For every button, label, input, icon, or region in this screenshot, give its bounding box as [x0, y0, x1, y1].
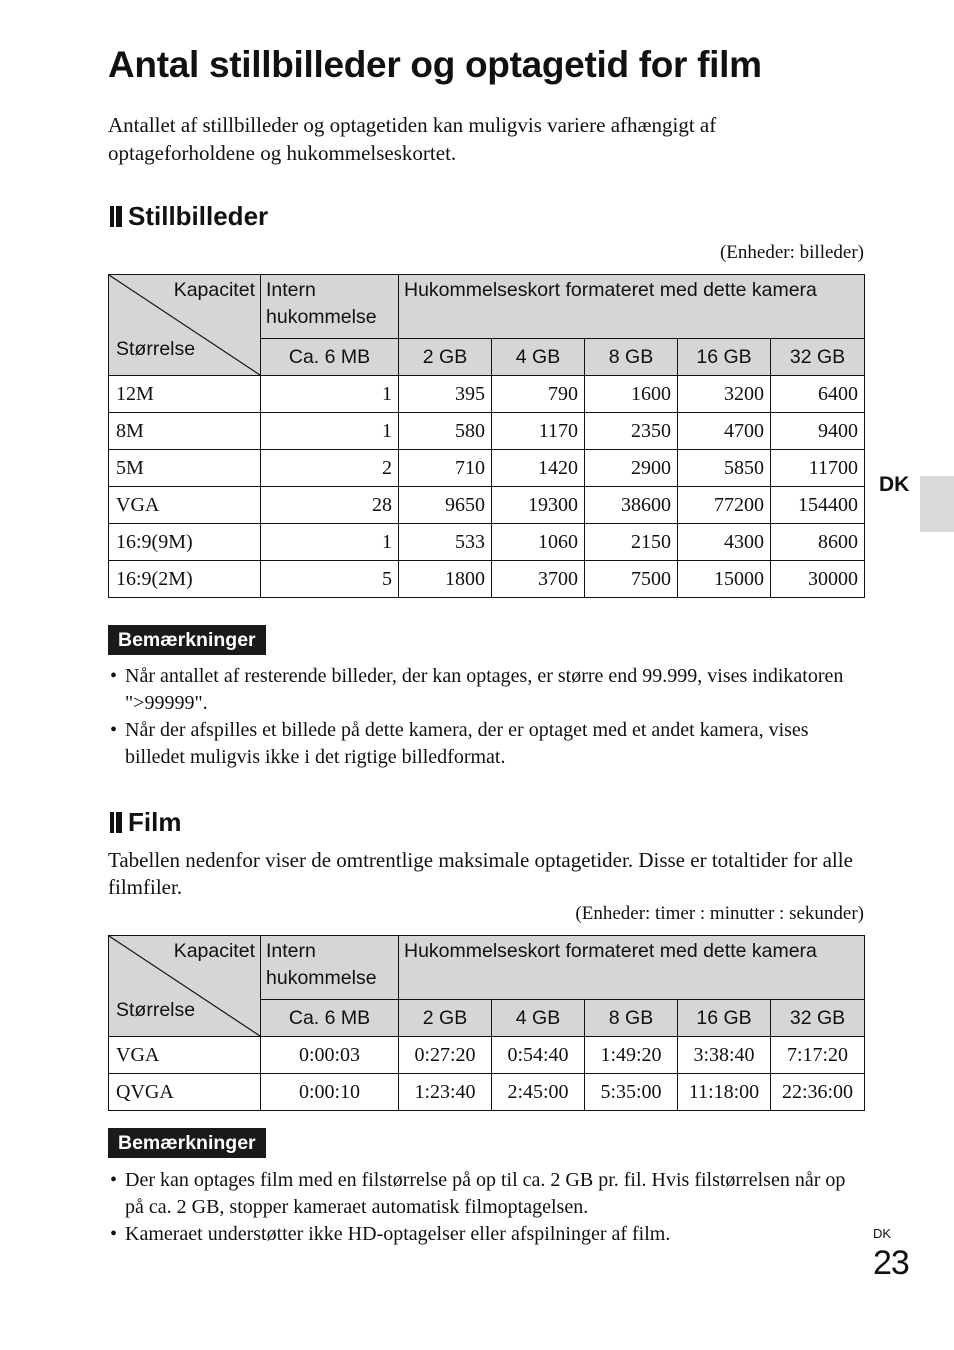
value-cell: 3200 — [678, 376, 771, 413]
value-cell: 4700 — [678, 413, 771, 450]
value-cell: 1800 — [399, 561, 492, 598]
stills-units: (Enheder: billeder) — [719, 242, 864, 263]
value-cell: 533 — [399, 524, 492, 561]
value-cell: 0:00:03 — [261, 1037, 399, 1074]
film-internal-capacity: Ca. 6 MB — [261, 1000, 399, 1037]
value-cell: 790 — [492, 376, 585, 413]
value-cell: 77200 — [678, 487, 771, 524]
film-notes-list — [108, 1167, 868, 1248]
value-cell: 3700 — [492, 561, 585, 598]
film-intro-paragraph: Tabellen nedenfor viser de omtrentlige maksimale optagetider. Disse er totaltider for alle filmfiler. — [108, 848, 853, 899]
table-row — [109, 1074, 865, 1111]
film-heading-text: Film — [128, 807, 182, 837]
table-row — [109, 1037, 865, 1074]
value-cell: 580 — [399, 413, 492, 450]
stills-notes-list — [108, 663, 868, 771]
list-item: • Der kan optages film med en filstørrelse på op til ca. 2 GB pr. fil. Hvis filstørrelsen når op på ca. 2 GB, stopper kameraet automatisk filmoptagelsen. — [108, 1167, 868, 1221]
section-marker-icon — [110, 206, 122, 227]
table-row — [109, 487, 865, 524]
list-item: • Når der afspilles et billede på dette kamera, der er optaget med et andet kamera, vises billedet muligvis ikke i det rigtige billedformat. — [108, 717, 868, 771]
stills-internal-header: Intern hukommelse — [261, 275, 399, 339]
film-card-header: Hukommelseskort formateret med dette kamera — [399, 936, 865, 1000]
film-internal-header: Intern hukommelse — [261, 936, 399, 1000]
size-cell: 5M — [109, 450, 261, 487]
value-cell: 11700 — [771, 450, 865, 487]
list-item: • Kameraet understøtter ikke HD-optagelser eller afspilninger af film. — [108, 1221, 868, 1248]
stills-card-capacity: 4 GB — [492, 339, 585, 376]
size-cell: 16:9(2M) — [109, 561, 261, 598]
stills-header-diagonal-cell — [109, 275, 261, 376]
stills-section-heading — [110, 201, 268, 232]
value-cell: 2350 — [585, 413, 678, 450]
table-row — [109, 561, 865, 598]
value-cell: 38600 — [585, 487, 678, 524]
value-cell: 0:27:20 — [399, 1037, 492, 1074]
table-row — [109, 376, 865, 413]
film-card-capacity: 4 GB — [492, 1000, 585, 1037]
value-cell: 30000 — [771, 561, 865, 598]
table-row — [109, 524, 865, 561]
page-number: 23 — [873, 1244, 909, 1282]
value-cell: 7:17:20 — [771, 1037, 865, 1074]
table-row — [109, 450, 865, 487]
value-cell: 1:49:20 — [585, 1037, 678, 1074]
table-row — [109, 413, 865, 450]
value-cell: 2900 — [585, 450, 678, 487]
film-card-capacity: 16 GB — [678, 1000, 771, 1037]
value-cell: 22:36:00 — [771, 1074, 865, 1111]
stills-notes-badge: Bemærkninger — [108, 625, 266, 655]
stills-card-capacity: 16 GB — [678, 339, 771, 376]
stills-table — [108, 274, 865, 598]
stills-card-capacity: 32 GB — [771, 339, 865, 376]
language-side-tab — [920, 476, 954, 532]
value-cell: 4300 — [678, 524, 771, 561]
stills-size-label: Størrelse — [116, 338, 196, 360]
film-notes-badge: Bemærkninger — [108, 1128, 266, 1158]
size-cell: 16:9(9M) — [109, 524, 261, 561]
value-cell: 2150 — [585, 524, 678, 561]
value-cell: 395 — [399, 376, 492, 413]
film-capacity-label: Kapacitet — [173, 940, 255, 962]
film-size-label: Størrelse — [116, 999, 196, 1021]
film-card-capacity: 2 GB — [399, 1000, 492, 1037]
value-cell: 1420 — [492, 450, 585, 487]
value-cell: 6400 — [771, 376, 865, 413]
value-cell: 1060 — [492, 524, 585, 561]
value-cell: 2 — [261, 450, 399, 487]
value-cell: 1 — [261, 376, 399, 413]
film-header-diagonal-cell — [109, 936, 261, 1037]
value-cell: 3:38:40 — [678, 1037, 771, 1074]
value-cell: 9400 — [771, 413, 865, 450]
value-cell: 0:54:40 — [492, 1037, 585, 1074]
film-units: (Enheder: timer : minutter : sekunder) — [575, 903, 864, 924]
value-cell: 1170 — [492, 413, 585, 450]
value-cell: 710 — [399, 450, 492, 487]
value-cell: 11:18:00 — [678, 1074, 771, 1111]
language-side-label: DK — [879, 473, 910, 496]
value-cell: 1 — [261, 413, 399, 450]
stills-card-header: Hukommelseskort formateret med dette kamera — [399, 275, 865, 339]
value-cell: 0:00:10 — [261, 1074, 399, 1111]
value-cell: 1 — [261, 524, 399, 561]
intro-paragraph: Antallet af stillbilleder og optagetiden kan muligvis variere afhængigt af optageforholdene og hukommelseskortet. — [108, 113, 717, 165]
value-cell: 8600 — [771, 524, 865, 561]
film-card-capacity: 32 GB — [771, 1000, 865, 1037]
value-cell: 1:23:40 — [399, 1074, 492, 1111]
section-marker-icon — [110, 812, 122, 833]
page-title: Antal stillbilleder og optagetid for film — [108, 44, 762, 85]
footer-language-code: DK — [873, 1226, 892, 1241]
value-cell: 28 — [261, 487, 399, 524]
size-cell: VGA — [109, 487, 261, 524]
value-cell: 1600 — [585, 376, 678, 413]
value-cell: 7500 — [585, 561, 678, 598]
stills-capacity-label: Kapacitet — [173, 279, 255, 301]
value-cell: 5 — [261, 561, 399, 598]
size-cell: 8M — [109, 413, 261, 450]
value-cell: 15000 — [678, 561, 771, 598]
stills-internal-capacity: Ca. 6 MB — [261, 339, 399, 376]
size-cell: VGA — [109, 1037, 261, 1074]
value-cell: 154400 — [771, 487, 865, 524]
value-cell: 5:35:00 — [585, 1074, 678, 1111]
list-item: • Når antallet af resterende billeder, der kan optages, er større end 99.999, vises indikatoren ">99999". — [108, 663, 868, 717]
film-card-capacity: 8 GB — [585, 1000, 678, 1037]
stills-card-capacity: 8 GB — [585, 339, 678, 376]
size-cell: 12M — [109, 376, 261, 413]
film-table — [108, 935, 865, 1111]
value-cell: 9650 — [399, 487, 492, 524]
stills-card-capacity: 2 GB — [399, 339, 492, 376]
stills-heading-text: Stillbilleder — [128, 201, 269, 231]
film-section-heading — [110, 807, 181, 838]
size-cell: QVGA — [109, 1074, 261, 1111]
value-cell: 5850 — [678, 450, 771, 487]
value-cell: 2:45:00 — [492, 1074, 585, 1111]
value-cell: 19300 — [492, 487, 585, 524]
